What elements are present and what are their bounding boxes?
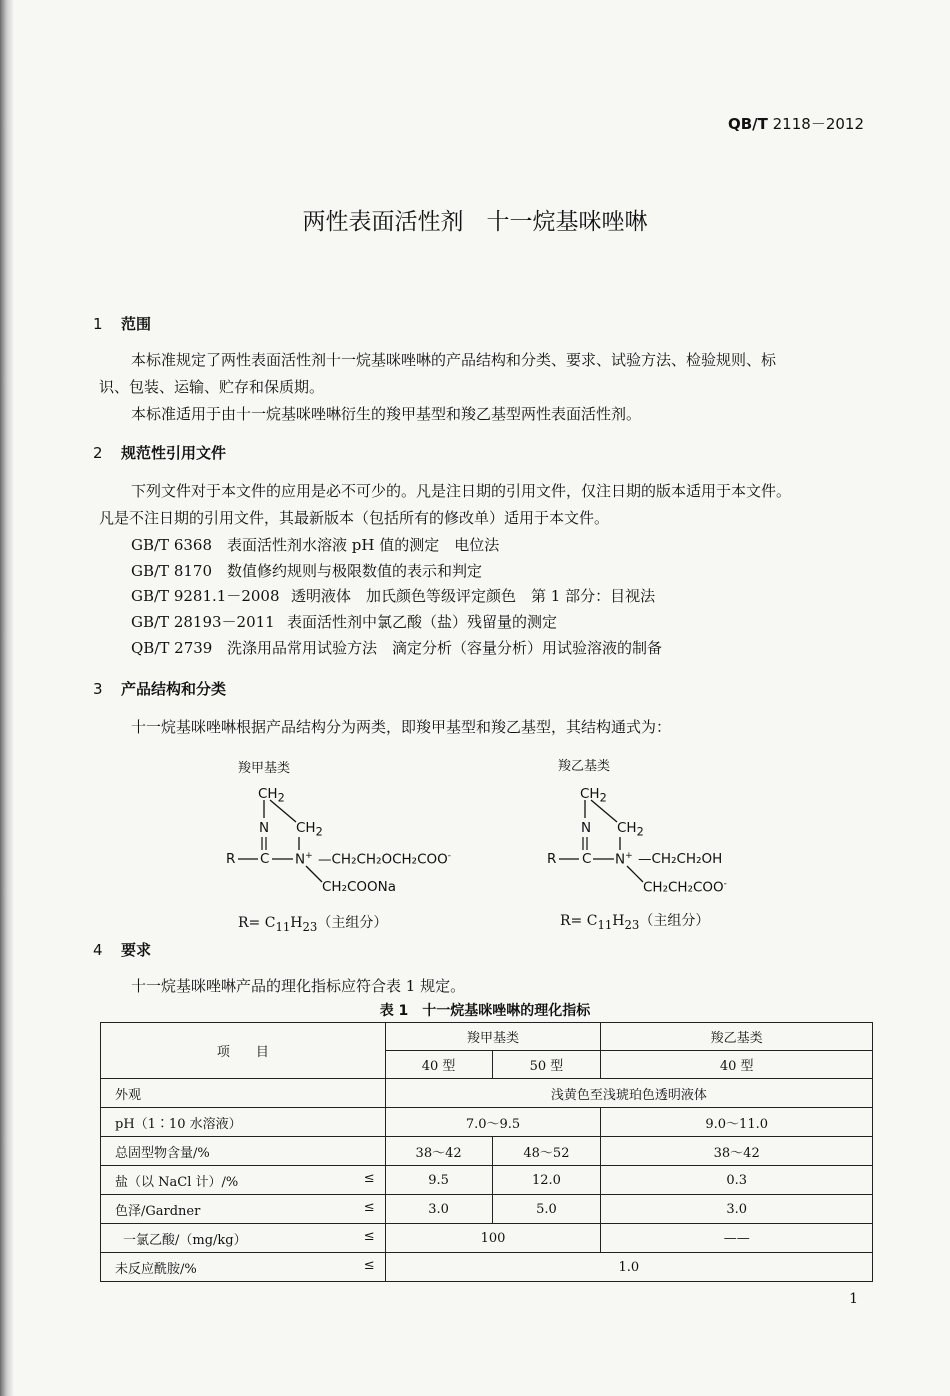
table-header-item: 项 目 xyxy=(101,1023,386,1079)
table-header-type40b: 40 型 xyxy=(601,1051,873,1079)
structure-right-label: 羧乙基类 xyxy=(558,759,611,774)
structure-left-n-plus: N+ xyxy=(295,851,313,868)
spec-table xyxy=(100,1022,873,1282)
table-cell-value: 100 xyxy=(385,1224,601,1253)
ref-item: QB/T 2739 洗涤用品常用试验方法 滴定分析（容量分析）用试验溶液的制备 xyxy=(131,639,663,657)
table-cell-value: 1.0 xyxy=(385,1253,872,1282)
table-cell-value: 3.0 xyxy=(385,1195,492,1224)
table-cell-item: 总固型物含量/% xyxy=(101,1137,386,1166)
refs-intro-line1: 下列文件对于本文件的应用是必不可少的。凡是注日期的引用文件，仅注日期的版本适用于本文件。 xyxy=(131,482,792,500)
structure-left-label: 羧甲基类 xyxy=(238,761,291,776)
structure-right-bonds xyxy=(541,780,721,890)
table-cell-item: 盐（以 NaCl 计）/% ≤ xyxy=(101,1166,386,1195)
structure-right-ch2-top: $CH_2$ xyxy=(580,786,607,805)
table-cell-item: 外观 xyxy=(101,1079,386,1108)
table-row xyxy=(101,1253,873,1282)
table-cell-item: 未反应酰胺/% ≤ xyxy=(101,1253,386,1282)
ref-item: GB/T 8170 数值修约规则与极限数值的表示和判定 xyxy=(131,562,483,580)
structure-left-bonds xyxy=(220,780,400,890)
ref-item: GB/T 6368 表面活性剂水溶液 pH 值的测定 电位法 xyxy=(131,536,500,554)
table-cell-value: 9.5 xyxy=(385,1166,492,1195)
table-header-group2: 羧乙基类 xyxy=(601,1023,873,1051)
structure-left-chain: —CH₂CH₂OCH₂COO- xyxy=(318,851,452,868)
table-cell-value: 48～52 xyxy=(492,1137,601,1166)
document-title: 两性表面活性剂 十一烷基咪唑啉 xyxy=(302,209,648,235)
scope-paragraph-1: 本标准规定了两性表面活性剂十一烷基咪唑啉的产品结构和分类、要求、试验方法、检验规则、标 xyxy=(131,351,777,369)
structure-left-rdef: $R= C_{11}H_{23}$（主组分） xyxy=(238,915,388,934)
structure-right-n: N xyxy=(581,820,592,836)
scope-paragraph-1-cont: 识、包装、运输、贮存和保质期。 xyxy=(99,378,325,396)
structure-right-branch: CH₂CH₂COO- xyxy=(643,879,727,896)
table-row xyxy=(101,1166,873,1195)
table-header-type50: 50 型 xyxy=(492,1051,601,1079)
structure-right-ch2-right: $CH_2$ xyxy=(617,820,644,839)
table-cell-value: —— xyxy=(601,1224,873,1253)
table-cell-value: 38～42 xyxy=(385,1137,492,1166)
structure-right-chain: —CH₂CH₂OH xyxy=(638,851,723,867)
table-cell-item: pH（1∶10 水溶液） xyxy=(101,1108,386,1137)
structure-right-n-plus: N+ xyxy=(615,851,633,868)
table-cell-value: 5.0 xyxy=(492,1195,601,1224)
table-header-group1: 羧甲基类 xyxy=(385,1023,601,1051)
table-header-type40: 40 型 xyxy=(385,1051,492,1079)
ref-item: GB/T 9281.1－2008 透明液体 加氏颜色等级评定颜色 第 1 部分：目视法 xyxy=(131,587,656,605)
ref-item: GB/T 28193－2011 表面活性剂中氯乙酸（盐）残留量的测定 xyxy=(131,613,558,631)
table-row xyxy=(101,1195,873,1224)
page-number: 1 xyxy=(849,1291,858,1307)
table-cell-value: 7.0～9.5 xyxy=(385,1108,601,1137)
standard-number: QB/T 2118－2012 xyxy=(727,115,864,133)
table-cell-item: 色泽/Gardner ≤ xyxy=(101,1195,386,1224)
structure-left-c: C xyxy=(260,851,270,867)
section-2-heading: 2 规范性引用文件 xyxy=(93,444,227,462)
section-3-heading: 3 产品结构和分类 xyxy=(93,680,227,698)
requirements-intro: 十一烷基咪唑啉产品的理化指标应符合表 1 规定。 xyxy=(131,977,466,995)
refs-intro-line2: 凡是不注日期的引用文件，其最新版本（包括所有的修改单）适用于本文件。 xyxy=(99,509,610,527)
structure-left-n: N xyxy=(259,820,270,836)
table-cell-value: 12.0 xyxy=(492,1166,601,1195)
section-4-heading: 4 要求 xyxy=(93,941,152,959)
structure-right-r: R xyxy=(547,851,557,867)
structure-left-branch: CH₂COONa xyxy=(322,879,397,895)
table-cell-value: 9.0～11.0 xyxy=(601,1108,873,1137)
table-cell-value: 3.0 xyxy=(601,1195,873,1224)
structure-right-rdef: $R= C_{11}H_{23}$（主组分） xyxy=(560,913,710,932)
table-row xyxy=(101,1137,873,1166)
structure-right-c: C xyxy=(582,851,592,867)
structure-intro: 十一烷基咪唑啉根据产品结构分为两类，即羧甲基型和羧乙基型，其结构通式为： xyxy=(131,718,672,736)
structure-left-ch2-right: $CH_2$ xyxy=(296,820,323,839)
table-cell-value: 0.3 xyxy=(601,1166,873,1195)
scope-paragraph-2: 本标准适用于由十一烷基咪唑啉衍生的羧甲基型和羧乙基型两性表面活性剂。 xyxy=(131,405,642,423)
table-row xyxy=(101,1224,873,1253)
structure-left-r: R xyxy=(226,851,236,867)
table-caption: 表 1 十一烷基咪唑啉的理化指标 xyxy=(379,1003,591,1019)
table-cell-value: 浅黄色至浅琥珀色透明液体 xyxy=(385,1079,872,1108)
structure-left-ch2-top: $CH_2$ xyxy=(258,786,285,805)
table-row xyxy=(101,1108,873,1137)
table-row xyxy=(101,1079,873,1108)
table-cell-item: 一氯乙酸/（mg/kg） ≤ xyxy=(101,1224,386,1253)
section-1-heading: 1 范围 xyxy=(93,315,152,333)
table-cell-value: 38～42 xyxy=(601,1137,873,1166)
